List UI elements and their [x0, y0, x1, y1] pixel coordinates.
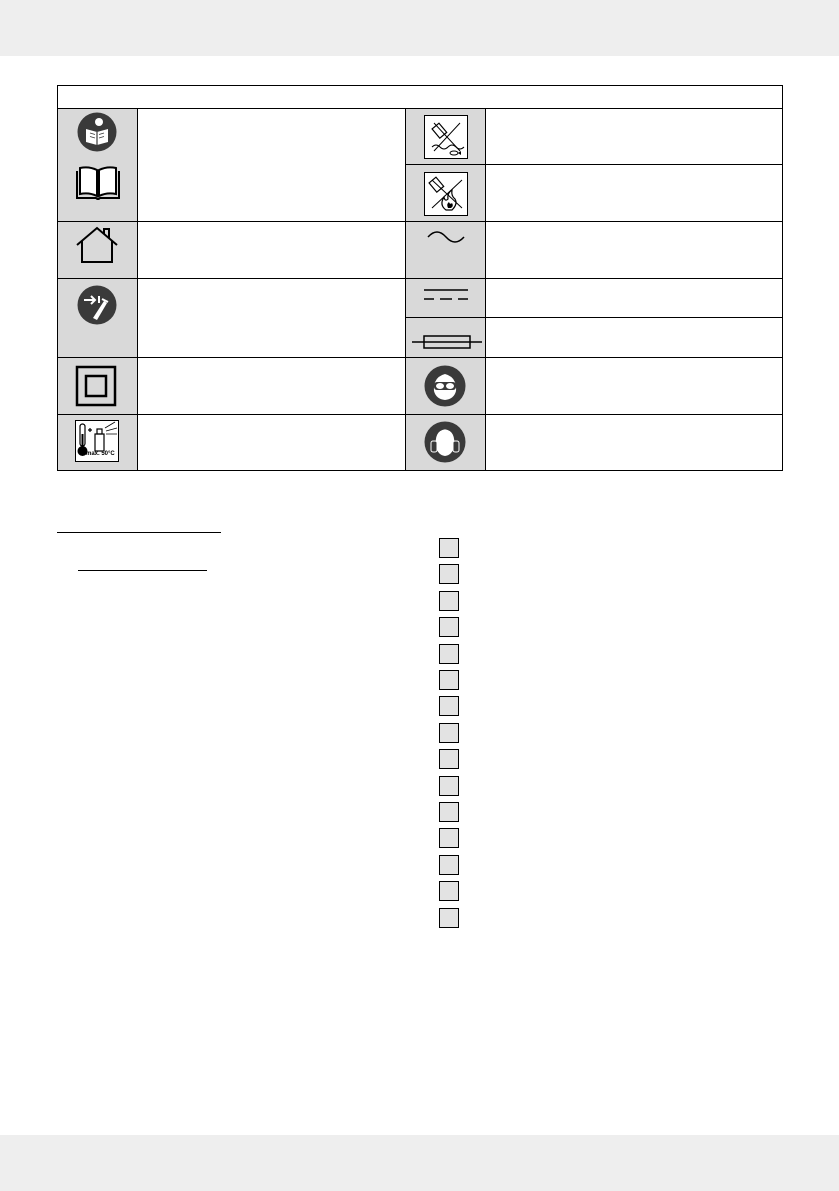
- manual-book-icon: [75, 165, 121, 201]
- disconnect-plug-icon: [77, 285, 117, 325]
- left-row-divider: [58, 414, 405, 415]
- fuse-icon: [412, 334, 482, 350]
- checklist-checkbox[interactable]: [439, 591, 459, 611]
- top-margin-band: [0, 0, 839, 56]
- right-row-divider: [406, 278, 782, 279]
- checklist-checkbox[interactable]: [439, 670, 459, 690]
- right-row-divider: [406, 317, 782, 318]
- right-row-divider: [406, 221, 782, 222]
- no-water-disposal-icon: [424, 115, 468, 159]
- left-icon-divider: [137, 109, 138, 470]
- checklist-checkbox[interactable]: [439, 749, 459, 769]
- wear-eye-protection-icon: [424, 365, 466, 407]
- no-fire-disposal-icon: [424, 172, 468, 216]
- right-row-divider: [406, 164, 782, 165]
- read-instructions-icon: [77, 112, 117, 152]
- direct-current-icon: [422, 286, 470, 304]
- checklist-checkbox[interactable]: [439, 696, 459, 716]
- right-row-divider: [406, 414, 782, 415]
- checklist-checkbox[interactable]: [439, 908, 459, 928]
- checklist-checkbox[interactable]: [439, 723, 459, 743]
- checklist-checkbox[interactable]: [439, 538, 459, 558]
- max-temperature-label: max. 50°C: [86, 451, 115, 457]
- checklist-checkbox[interactable]: [439, 855, 459, 875]
- symbol-table: [57, 85, 783, 471]
- wear-ear-protection-icon: [424, 421, 466, 463]
- left-row-divider: [58, 357, 405, 358]
- checklist-checkbox[interactable]: [439, 776, 459, 796]
- subsection-heading-underline: [78, 570, 207, 571]
- max-temperature-icon: [75, 420, 119, 462]
- checklist-checkbox[interactable]: [439, 828, 459, 848]
- checklist-checkbox[interactable]: [439, 644, 459, 664]
- protection-class-ii-icon: [75, 365, 117, 407]
- section-heading-underline: [57, 532, 221, 533]
- alternating-current-icon: [424, 227, 468, 247]
- header-row-divider: [58, 108, 782, 109]
- checklist-checkbox[interactable]: [439, 564, 459, 584]
- checklist-checkbox[interactable]: [439, 881, 459, 901]
- indoor-use-house-icon: [74, 225, 120, 265]
- checklist-checkbox[interactable]: [439, 617, 459, 637]
- bottom-margin-band: [0, 1135, 839, 1191]
- left-row-divider: [58, 278, 405, 279]
- right-row-divider: [406, 357, 782, 358]
- left-row-divider: [58, 221, 405, 222]
- checklist-checkbox[interactable]: [439, 802, 459, 822]
